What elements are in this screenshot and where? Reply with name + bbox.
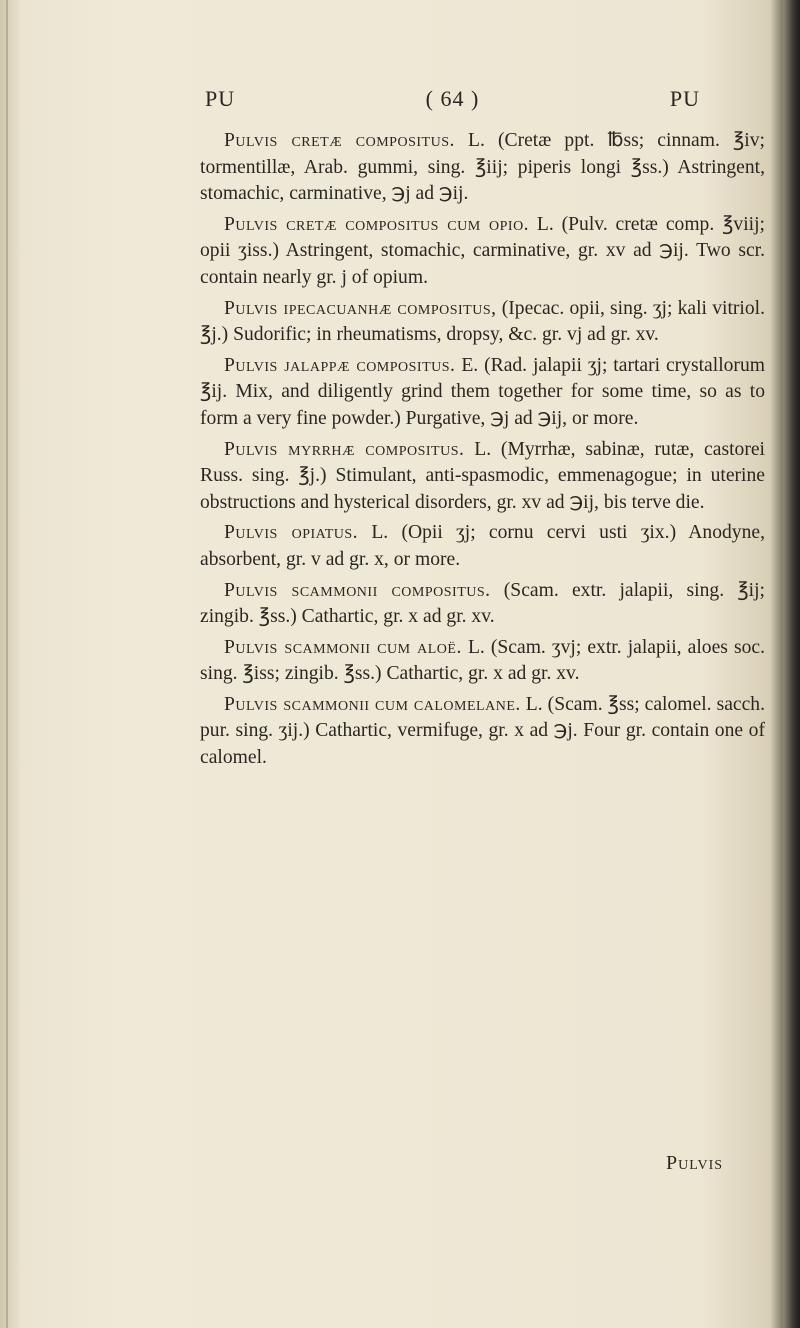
running-header [205, 86, 700, 122]
entry-body: E. (Rad. jalapii ʒj; tartari crystallorum ℥ij. Mix, and diligently grind them together for some time, so as to form a very fine powder.) Purgative, ℈j ad ℈ij, or more. [200, 354, 765, 429]
entry [200, 353, 765, 433]
entry-title: Pulvis myrrhæ compositus. [224, 438, 465, 460]
entry-body: L. (Myrrhæ, sabinæ, rutæ, castorei Russ. sing. ℥j.) Stimulant, anti-spasmodic, emmenagogue; in uterine obstructions and hysterical disorders, gr. xv ad ℈ij, bis terve die. [200, 438, 765, 513]
catchword: Pulvis [666, 1152, 724, 1174]
entry-title: Pulvis cretæ compositus. [224, 130, 455, 151]
entry [200, 578, 765, 631]
gutter-line [6, 0, 8, 1328]
entry-title: Pulvis scammonii cum aloë. [224, 636, 462, 658]
entry-body: L. (Scam. ℥ss; calomel. sacch. pur. sing. ʒij.) Cathartic, vermifuge, gr. x ad ℈j. Four gr. contain one of calomel. [200, 693, 765, 769]
page-number: ( 64 ) [425, 86, 480, 111]
entry-body: L. (Opii ʒj; cornu cervi usti ʒix.) Anodyne, absorbent, gr. v ad gr. x, or more. [200, 522, 765, 570]
entry [200, 437, 765, 517]
entry-title: Pulvis jalappæ compositus. [224, 354, 456, 376]
header-right: PU [669, 86, 700, 111]
entry-title: Pulvis scammonii cum calomelane. [224, 693, 521, 715]
entry-body: (Ipecac. opii, sing. ʒj; kali vitriol. ℥j.) Sudorific; in rheumatisms, dropsy, &c. gr. vj ad gr. xv. [200, 297, 765, 346]
entry-body: (Scam. extr. jalapii, sing. ℥ij; zingib. ℥ss.) Cathartic, gr. x ad gr. xv. [200, 579, 765, 628]
entry-title: Pulvis scammonii compositus. [224, 579, 491, 601]
header-left: PU [205, 86, 236, 111]
entry [200, 296, 765, 349]
entry [200, 692, 765, 772]
entry-body: L. (Pulv. cretæ comp. ℥viij; opii ʒiss.) Astringent, stomachic, carminative, gr. xv ad ℈ij. Two scr. contain nearly gr. j of opium. [200, 213, 765, 288]
page-body [200, 128, 765, 776]
entry [200, 635, 765, 688]
entry-title: Pulvis opiatus. [224, 522, 359, 544]
entry-title: Pulvis ipecacuanhæ compositus, [224, 297, 497, 319]
entry-body: L. (Scam. ʒvj; extr. jalapii, aloes soc. sing. ℥iss; zingib. ℥ss.) Cathartic, gr. x ad gr. xv. [200, 636, 765, 685]
entry [200, 128, 765, 208]
entry-body: L. (Cretæ ppt. ℔ss; cinnam. ℥iv; tormentillæ, Arab. gummi, sing. ℥iij; piperis longi ℥ss.) Astringent, stomachic, carminative, ℈j ad ℈ij. [200, 130, 765, 205]
entry [200, 212, 765, 292]
entry-title: Pulvis cretæ compositus cum opio. [224, 213, 530, 235]
page-edge-shadow [783, 0, 800, 1328]
entry [200, 520, 765, 573]
